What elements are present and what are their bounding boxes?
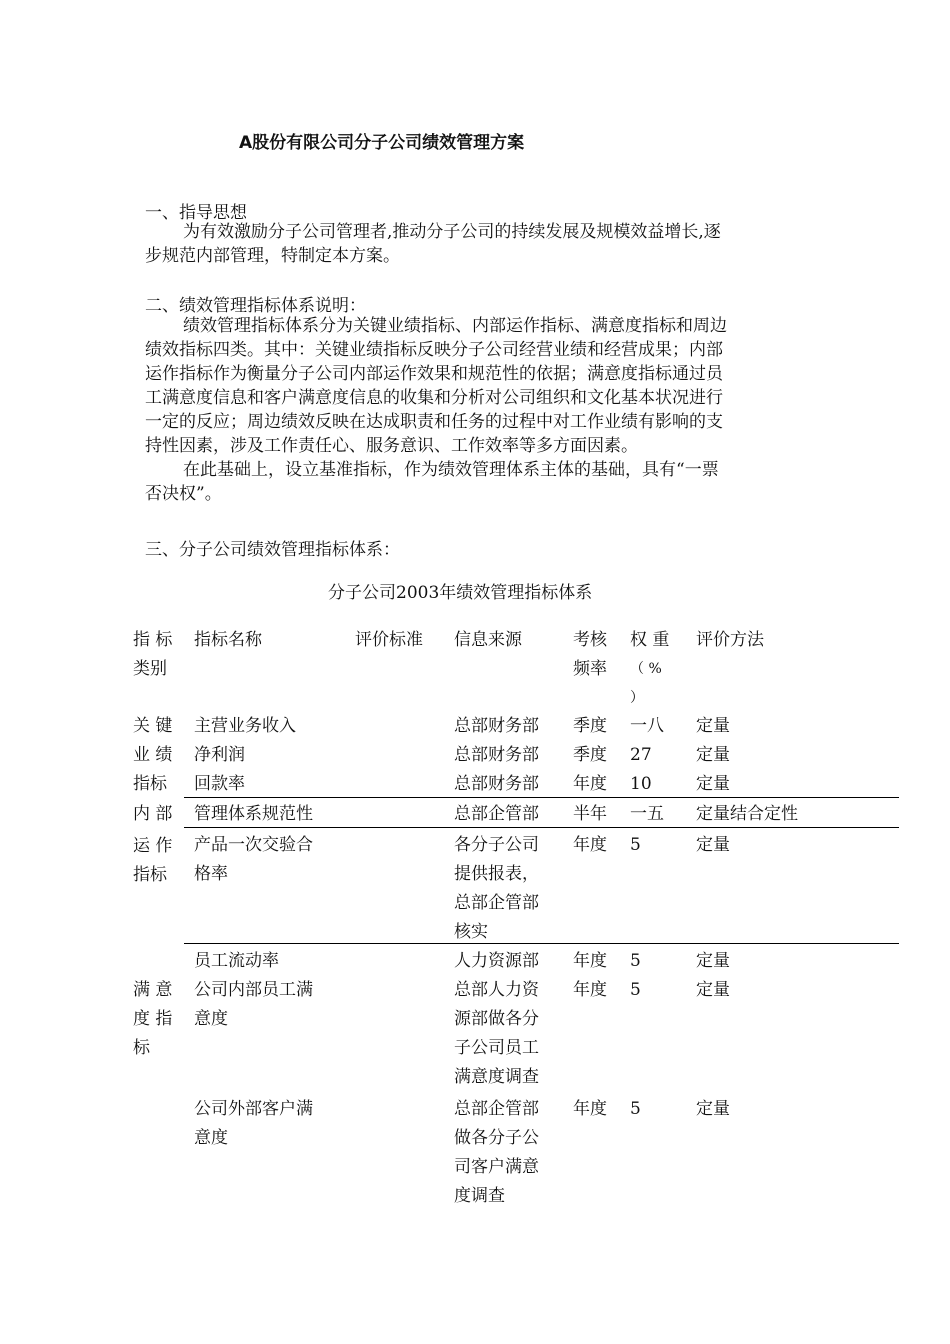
category-text: 运 作	[133, 836, 173, 856]
header-text: 指 标	[133, 630, 173, 650]
cell-line: 提供报表，	[454, 864, 539, 884]
row-source	[454, 1095, 539, 1211]
header-text: 频率	[573, 659, 607, 679]
row-weight: 5	[630, 835, 641, 855]
cell-line: 公司内部员工满	[194, 980, 313, 1000]
header-frequency	[573, 626, 607, 684]
row-method: 定量	[696, 951, 730, 971]
row-method: 定量	[696, 1099, 730, 1119]
section-1-paragraph	[145, 220, 805, 268]
row-frequency: 年度	[573, 835, 607, 855]
row-frequency: 年度	[573, 951, 607, 971]
cell-line: 源部做各分	[454, 1009, 539, 1029]
section-2-heading: 二、绩效管理指标体系说明：	[145, 296, 366, 316]
row-weight: 27	[630, 745, 652, 765]
row-name: 员工流动率	[194, 951, 279, 971]
category-text: 标	[133, 1038, 150, 1058]
cell-line: 意度	[194, 1009, 228, 1029]
section-3-heading: 三、分子公司绩效管理指标体系：	[145, 540, 400, 560]
cell-line: 公司外部客户满	[194, 1099, 313, 1119]
row-weight: 5	[630, 980, 641, 1000]
cell-line: 意度	[194, 1128, 228, 1148]
category-text: 度 指	[133, 1009, 173, 1029]
cell-line: 总部人力资	[454, 980, 539, 1000]
paragraph-line: 否决权”。	[145, 484, 222, 504]
cell-line: 度调查	[454, 1186, 505, 1206]
row-source: 人力资源部	[454, 951, 539, 971]
table-divider	[184, 827, 899, 828]
row-weight: 一八	[630, 716, 664, 736]
paragraph-line: 绩效指标四类。其中：关键业绩指标反映分子公司经营业绩和经营成果；内部	[145, 340, 723, 360]
row-name: 主营业务收入	[194, 716, 296, 736]
row-weight: 10	[630, 774, 652, 794]
header-text: ）	[630, 690, 644, 706]
category-text: 关 键	[133, 716, 173, 736]
row-method: 定量	[696, 980, 730, 1000]
category-internal-operation	[133, 800, 172, 890]
table-caption: 分子公司2003年绩效管理指标体系	[328, 583, 593, 603]
row-name: 回款率	[194, 774, 245, 794]
cell-line: 格率	[194, 864, 228, 884]
row-source	[454, 831, 539, 947]
header-weight	[630, 626, 669, 713]
row-source: 总部财务部	[454, 774, 539, 794]
row-source: 总部财务部	[454, 745, 539, 765]
header-text: （ %	[630, 661, 662, 677]
row-name: 管理体系规范性	[194, 804, 313, 824]
category-key-performance	[133, 712, 172, 799]
table-divider	[184, 797, 899, 798]
table-divider	[184, 943, 899, 944]
row-frequency: 年度	[573, 1099, 607, 1119]
category-text: 指标	[133, 865, 167, 885]
row-frequency: 半年	[573, 804, 607, 824]
paragraph-line: 持性因素，涉及工作责任心、服务意识、工作效率等多方面因素。	[145, 436, 638, 456]
paragraph-line: 一定的反应；周边绩效反映在达成职责和任务的过程中对工作业绩有影响的支	[145, 412, 723, 432]
row-frequency: 季度	[573, 745, 607, 765]
header-name: 指标名称	[194, 630, 262, 650]
row-method: 定量结合定性	[696, 804, 798, 824]
row-method: 定量	[696, 774, 730, 794]
header-category	[133, 626, 172, 684]
header-text: 考核	[573, 630, 607, 650]
paragraph-line: 在此基础上，设立基准指标，作为绩效管理体系主体的基础，具有“一票	[183, 460, 719, 480]
category-satisfaction	[133, 976, 172, 1063]
row-source: 总部财务部	[454, 716, 539, 736]
category-text: 指标	[133, 774, 167, 794]
row-weight: 5	[630, 1099, 641, 1119]
row-method: 定量	[696, 745, 730, 765]
row-method: 定量	[696, 835, 730, 855]
cell-line: 总部企管部	[454, 893, 539, 913]
paragraph-line: 运作指标作为衡量分子公司内部运作效果和规范性的依据；满意度指标通过员	[145, 364, 723, 384]
cell-line: 总部企管部	[454, 1099, 539, 1119]
paragraph-line: 步规范内部管理，特制定本方案。	[145, 246, 400, 266]
row-frequency: 年度	[573, 980, 607, 1000]
cell-line: 产品一次交验合	[194, 835, 313, 855]
cell-line: 满意度调查	[454, 1067, 539, 1087]
section-2-paragraph	[145, 314, 805, 506]
paragraph-line: 工满意度信息和客户满意度信息的收集和分析对公司组织和文化基本状况进行	[145, 388, 723, 408]
row-name	[194, 1095, 313, 1153]
row-name	[194, 831, 313, 889]
header-text: 权 重	[630, 630, 670, 650]
cell-line: 各分子公司	[454, 835, 539, 855]
row-weight: 一五	[630, 804, 664, 824]
header-method: 评价方法	[696, 630, 764, 650]
cell-line: 司客户满意	[454, 1157, 539, 1177]
row-frequency: 年度	[573, 774, 607, 794]
row-source: 总部企管部	[454, 804, 539, 824]
row-weight: 5	[630, 951, 641, 971]
paragraph-line: 为有效激励分子公司管理者,推动分子公司的持续发展及规模效益增长,逐	[183, 222, 721, 242]
document-title: A股份有限公司分子公司绩效管理方案	[239, 133, 525, 153]
row-name	[194, 976, 313, 1034]
row-name: 净利润	[194, 745, 245, 765]
cell-line: 做各分子公	[454, 1128, 539, 1148]
category-text: 满 意	[133, 980, 173, 1000]
header-source: 信息来源	[454, 630, 522, 650]
section-1-heading: 一、指导思想	[145, 203, 247, 223]
category-text: 业 绩	[133, 745, 173, 765]
row-frequency: 季度	[573, 716, 607, 736]
row-source	[454, 976, 539, 1092]
header-text: 类别	[133, 659, 167, 679]
row-method: 定量	[696, 716, 730, 736]
cell-line: 子公司员工	[454, 1038, 539, 1058]
header-standard: 评价标准	[355, 630, 423, 650]
category-text: 内 部	[133, 804, 173, 824]
paragraph-line: 绩效管理指标体系分为关键业绩指标、内部运作指标、满意度指标和周边	[183, 316, 727, 336]
cell-line: 核实	[454, 922, 488, 942]
